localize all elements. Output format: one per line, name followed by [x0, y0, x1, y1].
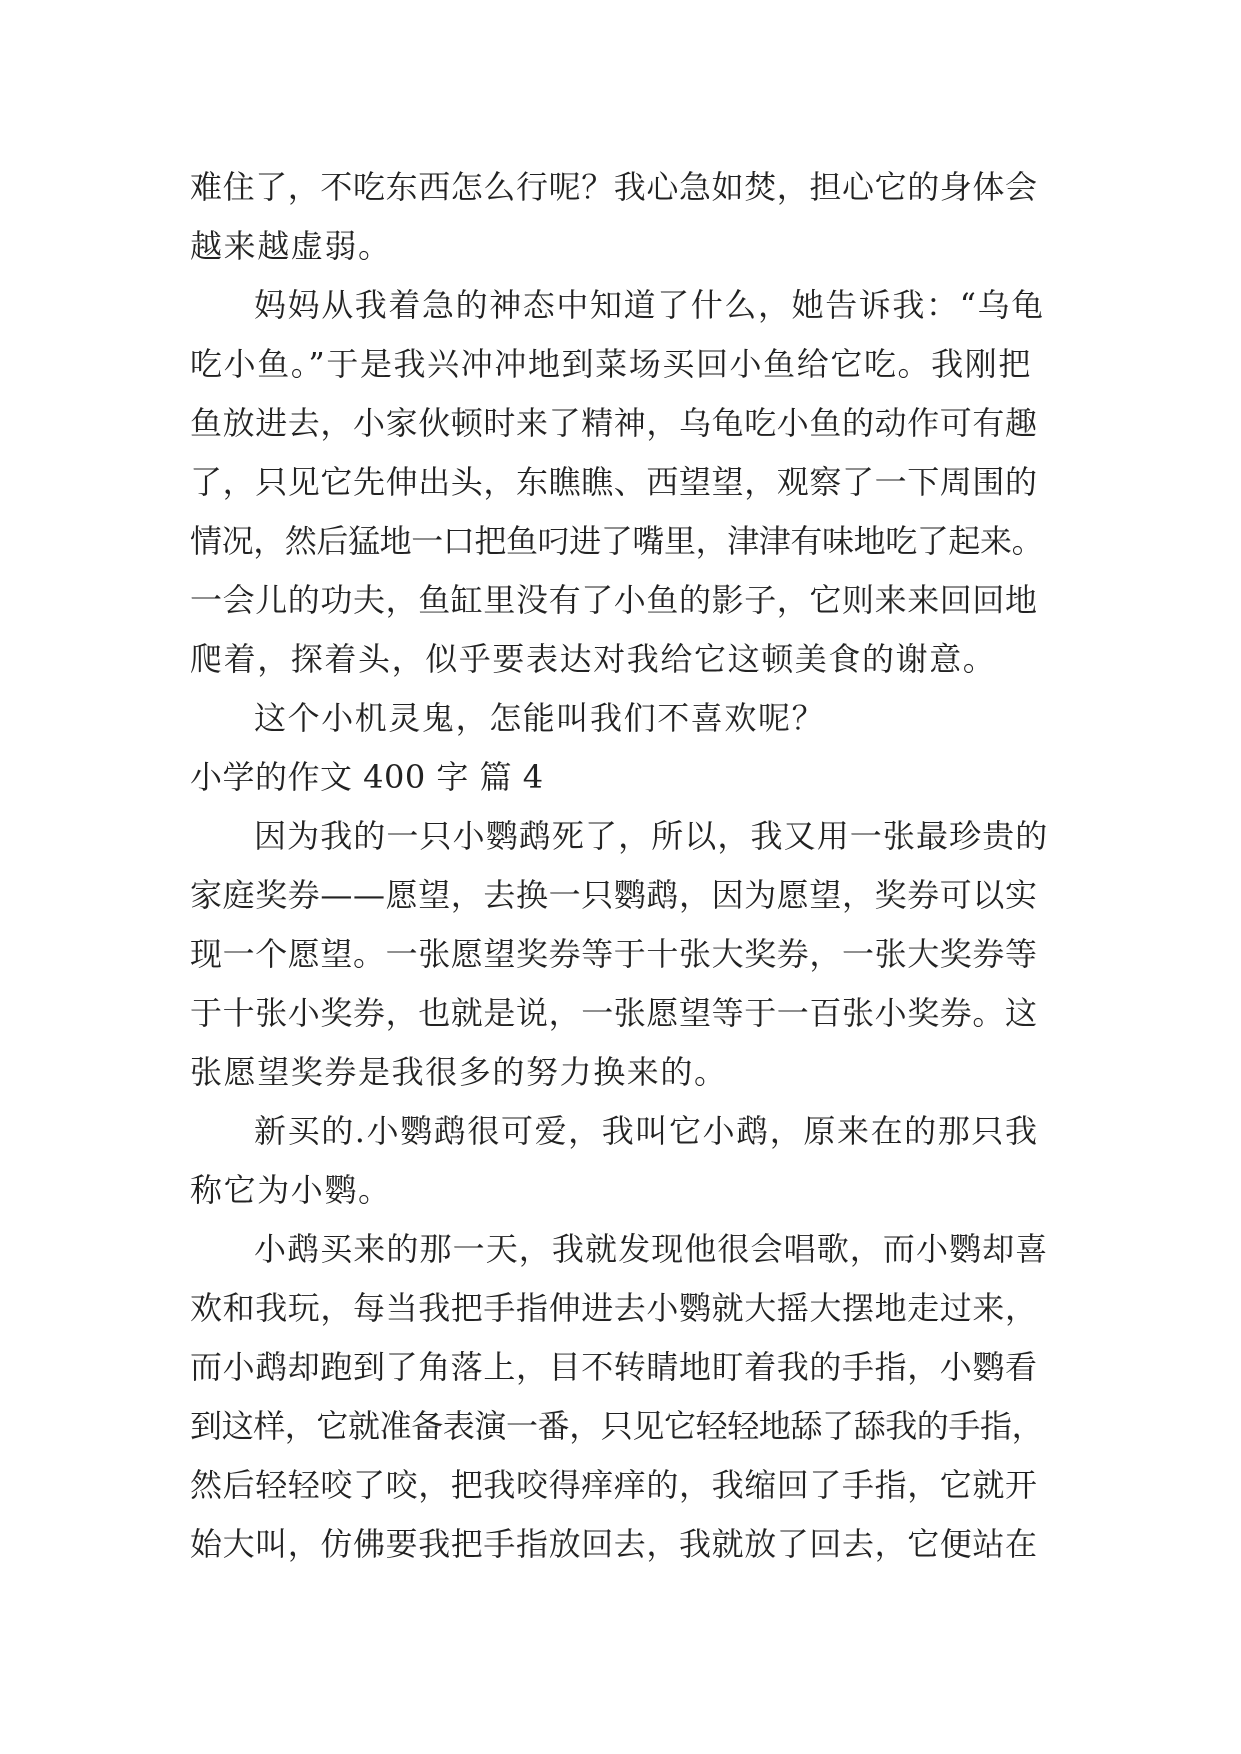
text-line: 到这样，它就准备表演一番，只见它轻轻地舔了舔我的手指， [190, 1407, 1044, 1445]
text-line: 称它为小鹦。 [190, 1171, 392, 1209]
text-line: 这个小机灵鬼，怎能叫我们不喜欢呢？ [254, 699, 826, 737]
text-line: 始大叫，仿佛要我把手指放回去，我就放了回去，它便站在 [190, 1525, 1038, 1563]
text-line: 一会儿的功夫，鱼缸里没有了小鱼的影子，它则来来回回地 [190, 581, 1038, 619]
text-line: 妈妈从我着急的神态中知道了什么，她告诉我：“乌龟 [254, 286, 1045, 324]
text-line: 爬着，探着头，似乎要表达对我给它这顿美食的谢意。 [190, 640, 997, 678]
text-line: 难住了，不吃东西怎么行呢？我心急如焚，担心它的身体会 [190, 168, 1038, 206]
text-line: 新买的.小鹦鹉很可爱，我叫它小鹉，原来在的那只我 [254, 1112, 1039, 1150]
text-line: 于十张小奖券，也就是说，一张愿望等于一百张小奖券。这 [190, 994, 1038, 1032]
text-line: 小鹉买来的那一天，我就发现他很会唱歌，而小鹦却喜 [254, 1230, 1049, 1268]
text-line: 因为我的一只小鹦鹉死了，所以，我又用一张最珍贵的 [254, 817, 1049, 855]
text-line: 越来越虚弱。 [190, 227, 392, 265]
text-line: 鱼放进去，小家伙顿时来了精神，乌龟吃小鱼的动作可有趣 [190, 404, 1038, 442]
text-line: 情况，然后猛地一口把鱼叼进了嘴里，津津有味地吃了起来。 [190, 522, 1044, 560]
text-line: 家庭奖券——愿望，去换一只鹦鹉，因为愿望，奖券可以实 [190, 876, 1038, 914]
text-line: 而小鹉却跑到了角落上，目不转睛地盯着我的手指，小鹦看 [190, 1348, 1038, 1386]
text-line: 欢和我玩，每当我把手指伸进去小鹦就大摇大摆地走过来， [190, 1289, 1038, 1327]
text-line: 吃小鱼。”于是我兴冲冲地到菜场买回小鱼给它吃。我刚把 [190, 345, 1032, 383]
essay-text [190, 158, 1050, 1574]
text-line: 了，只见它先伸出头，东瞧瞧、西望望，观察了一下周围的 [190, 463, 1038, 501]
text-line: 然后轻轻咬了咬，把我咬得痒痒的，我缩回了手指，它就开 [190, 1466, 1038, 1504]
text-line: 张愿望奖券是我很多的努力换来的。 [190, 1053, 728, 1091]
section-heading: 小学的作文 400 字 篇 4 [190, 758, 544, 796]
text-line: 现一个愿望。一张愿望奖券等于十张大奖券，一张大奖券等 [190, 935, 1038, 973]
